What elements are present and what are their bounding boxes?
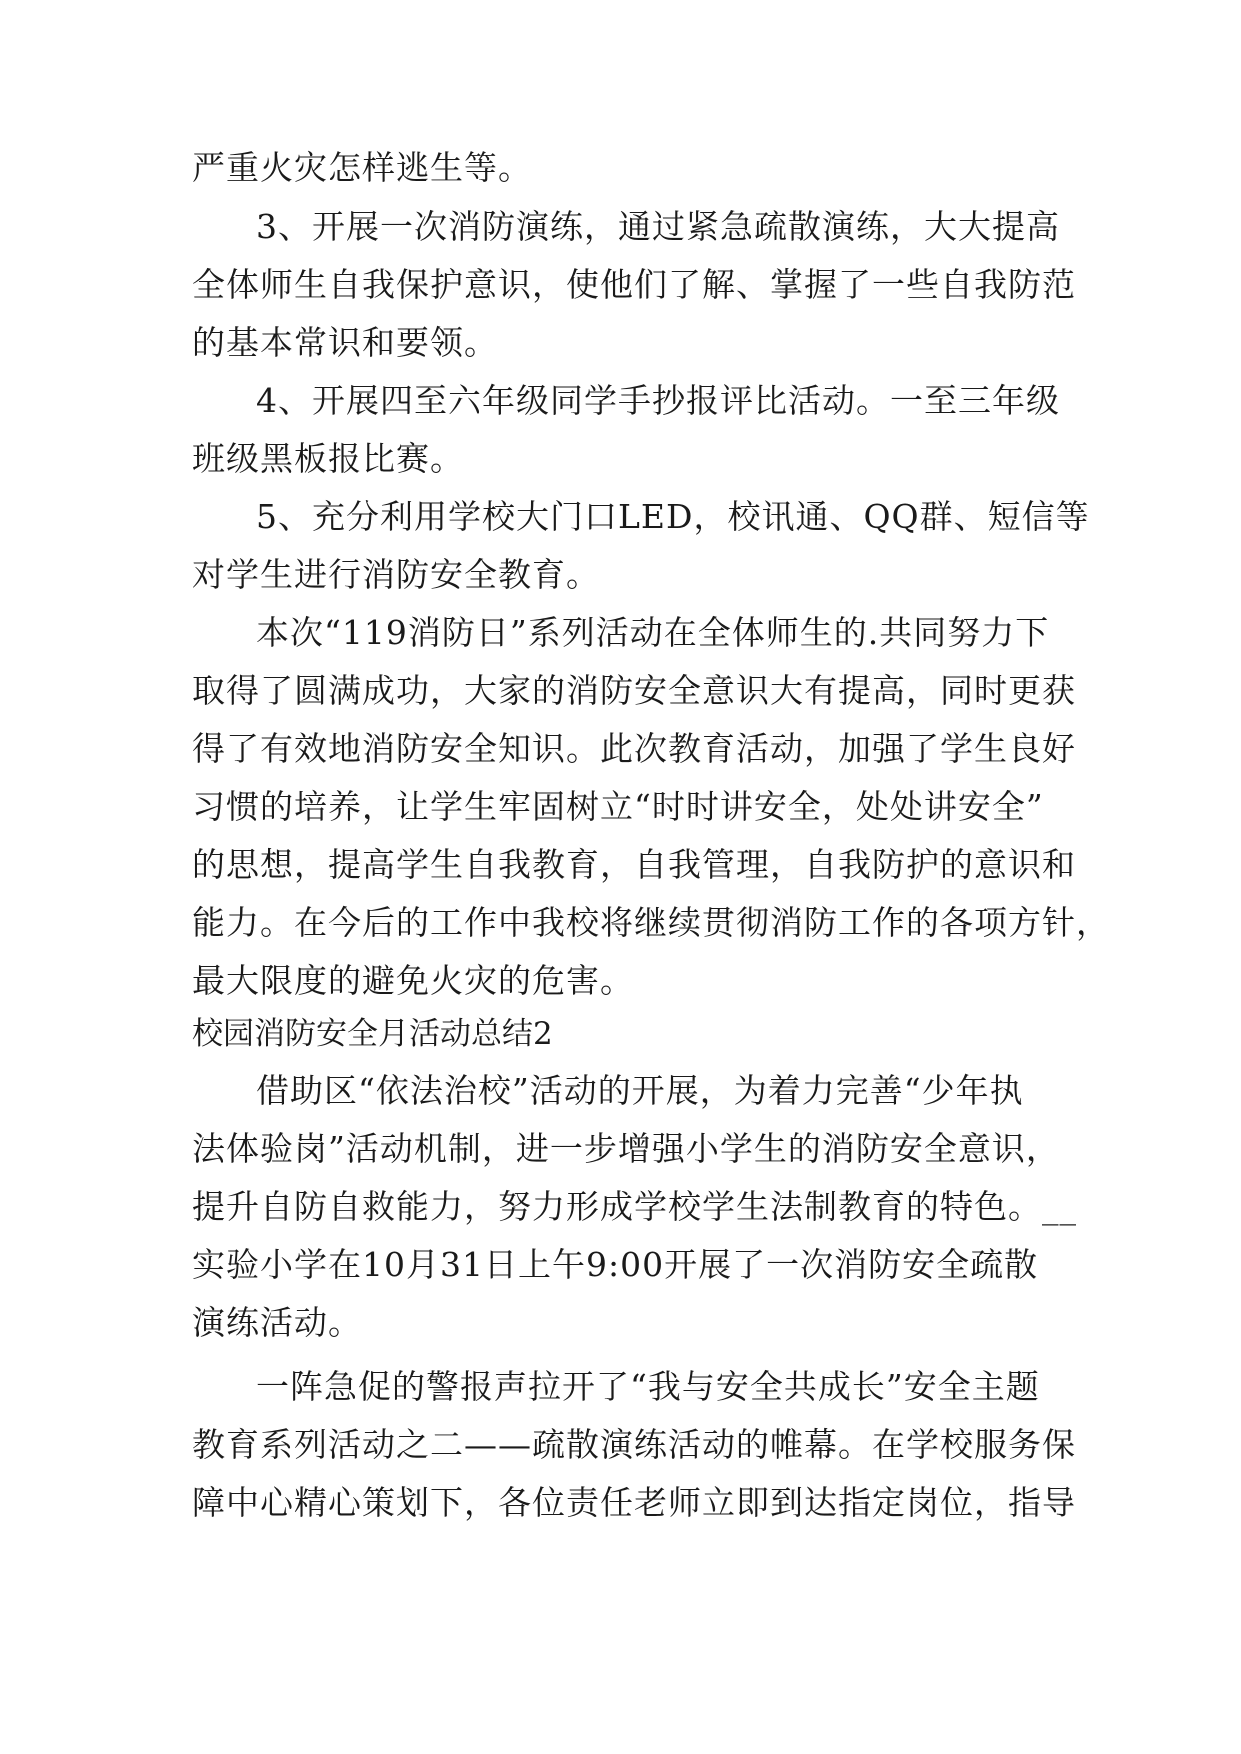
text-line: 教育系列活动之二——疏散演练活动的帷幕。在学校服务保 [192,1425,1076,1464]
text-line: 全体师生自我保护意识，使他们了解、掌握了一些自我防范 [192,265,1076,304]
paragraph-start-line: 4、开展四至六年级同学手抄报评比活动。一至三年级 [256,381,1060,420]
paragraph-start-line: 借助区“依法治校”活动的开展，为着力完善“少年执 [256,1071,1024,1110]
text-line: 演练活动。 [192,1303,362,1342]
text-line: 实验小学在10月31日上午9:00开展了一次消防安全疏散 [192,1245,1039,1284]
text-line: 最大限度的避免火灾的危害。 [192,961,634,1000]
text-line: 严重火灾怎样逃生等。 [192,148,532,187]
paragraph-start-line: 一阵急促的警报声拉开了“我与安全共成长”安全主题 [256,1367,1040,1406]
text-line: 提升自防自救能力，努力形成学校学生法制教育的特色。__ [192,1187,1077,1226]
text-line: 法体验岗”活动机制，进一步增强小学生的消防安全意识， [192,1129,1060,1168]
section-heading: 校园消防安全月活动总结2 [192,1016,553,1052]
text-line: 的基本常识和要领。 [192,323,498,362]
text-line: 对学生进行消防安全教育。 [192,555,600,594]
text-line: 的思想，提高学生自我教育，自我管理，自我防护的意识和 [192,845,1076,884]
paragraph-start-line: 3、开展一次消防演练，通过紧急疏散演练，大大提高 [256,207,1060,246]
text-line: 得了有效地消防安全知识。此次教育活动，加强了学生良好 [192,729,1076,768]
text-line: 障中心精心策划下，各位责任老师立即到达指定岗位，指导 [192,1483,1076,1522]
paragraph-start-line: 本次“119消防日”系列活动在全体师生的.共同努力下 [256,613,1050,652]
paragraph-start-line: 5、充分利用学校大门口LED，校讯通、QQ群、短信等 [256,497,1090,536]
text-line: 习惯的培养，让学生牢固树立“时时讲安全，处处讲安全” [192,787,1044,826]
text-line: 班级黑板报比赛。 [192,439,464,478]
text-line: 能力。在今后的工作中我校将继续贯彻消防工作的各项方针， [192,903,1110,942]
text-line: 取得了圆满成功，大家的消防安全意识大有提高，同时更获 [192,671,1076,710]
